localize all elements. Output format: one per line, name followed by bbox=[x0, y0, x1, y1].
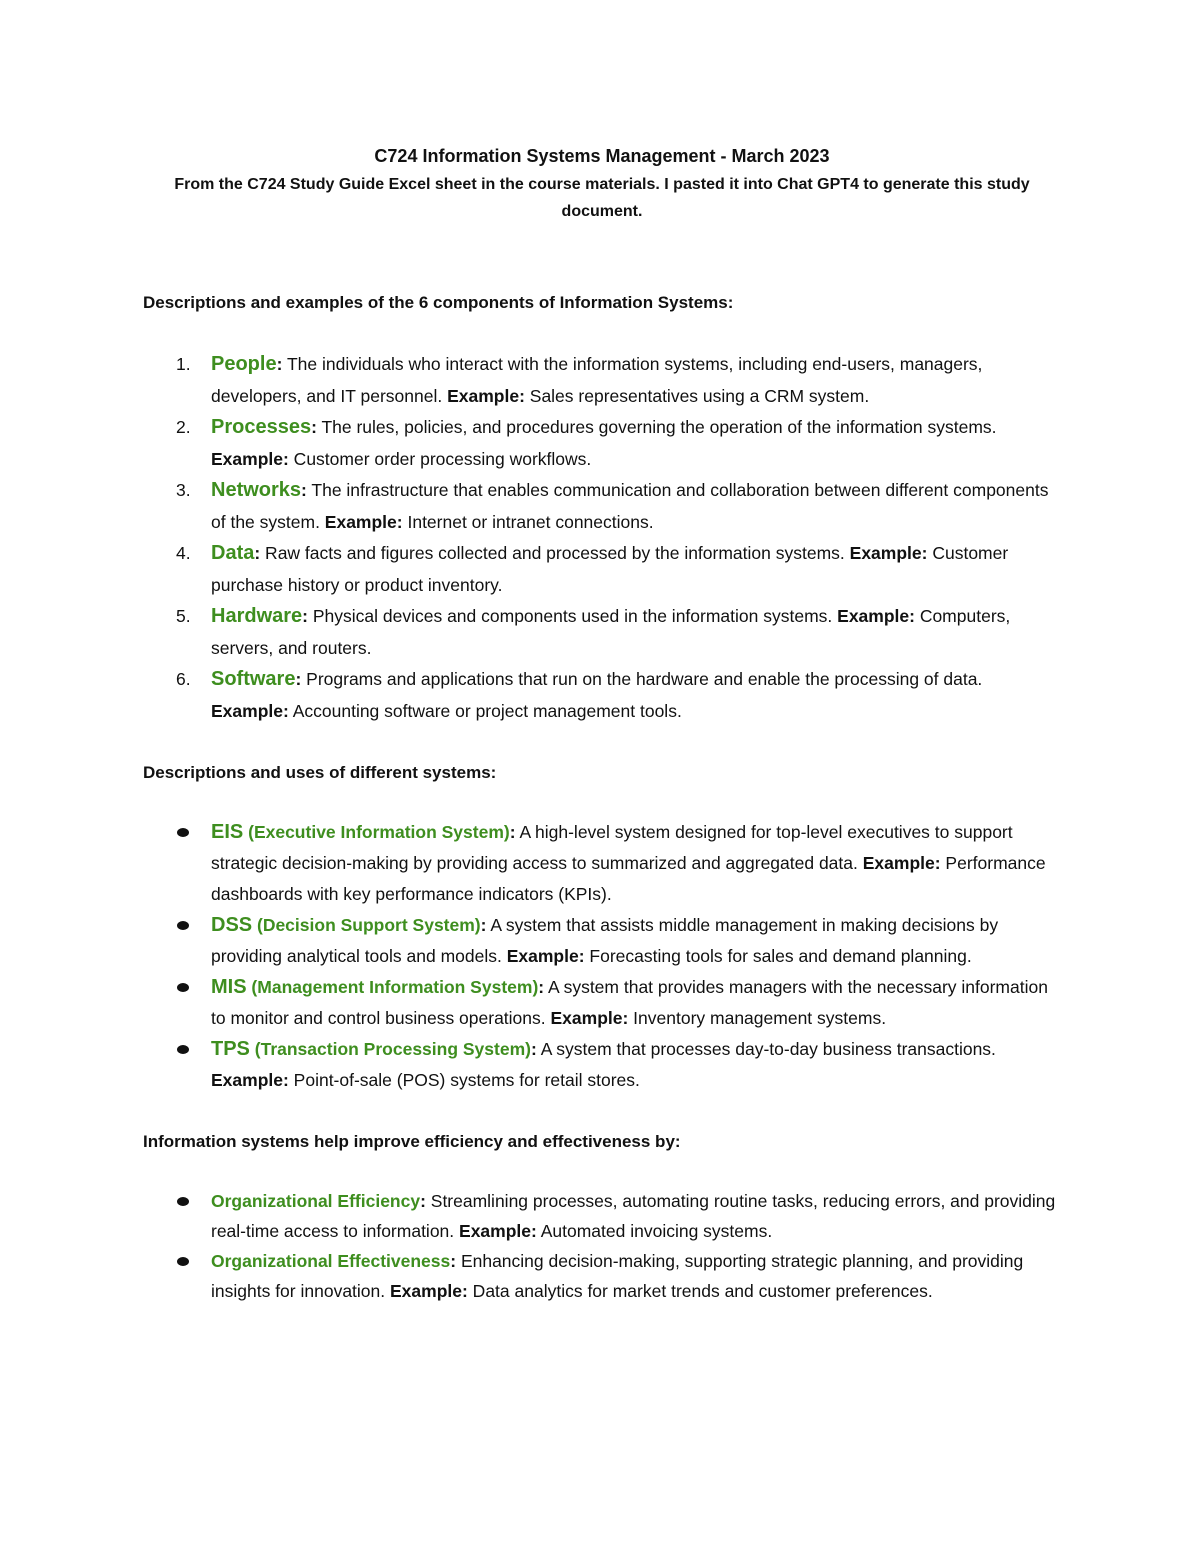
example-label: Example bbox=[447, 385, 520, 406]
efficiency-heading: Information systems help improve efficiency and effectiveness by: bbox=[143, 1132, 681, 1151]
list-item: 5. Hardware: Physical devices and components used in the information systems. Example: Computers, servers, and routers. bbox=[143, 601, 1061, 664]
system-example: Performance dashboards with key performance indicators (KPIs). bbox=[211, 853, 1046, 904]
example-label: Example bbox=[211, 700, 283, 721]
component-term: Processes bbox=[211, 416, 312, 438]
system-full-name: (Transaction Processing System) bbox=[249, 1039, 531, 1059]
list-item: 1. People: The individuals who interact with the information systems, including end-users, managers, developers, and IT personnel. Example: Sales representatives using a CRM system. bbox=[143, 349, 1061, 412]
list-item: TPS (Transaction Processing System): A system that processes day-to-day business transactions. Example: Point-of-sale (POS) systems for retail stores. bbox=[143, 1034, 1061, 1096]
system-abbr: EIS bbox=[211, 821, 244, 843]
component-term: Data bbox=[211, 542, 255, 564]
systems-heading: Descriptions and uses of different systems: bbox=[143, 763, 497, 782]
efficiency-desc: Streamlining processes, automating routine tasks, reducing errors, and providing real-time access to information. bbox=[211, 1191, 1056, 1241]
component-example: Sales representatives using a CRM system. bbox=[524, 385, 870, 406]
system-abbr: TPS bbox=[211, 1038, 250, 1060]
list-item: 6. Software: Programs and applications that run on the hardware and enable the processing of data. Example: Accounting software or project management tools. bbox=[143, 664, 1061, 727]
efficiency-example: Automated invoicing systems. bbox=[536, 1221, 773, 1241]
system-desc: A system that processes day-to-day business transactions. bbox=[536, 1039, 996, 1059]
system-desc: A system that provides managers with the necessary information to monitor and control business operations. bbox=[211, 977, 1048, 1028]
list-item: Organizational Efficiency: Streamlining processes, automating routine tasks, reducing errors, and providing real-time access to information. Example: Automated invoicing systems. bbox=[143, 1186, 1061, 1246]
example-label: Example bbox=[550, 1008, 623, 1028]
systems-list bbox=[143, 817, 1061, 1096]
component-term: Networks bbox=[211, 479, 302, 501]
list-item: Organizational Effectiveness: Enhancing decision-making, supporting strategic planning, and providing insights for innovation. Example: Data analytics for market trends and customer preferences. bbox=[143, 1246, 1061, 1306]
example-label: Example bbox=[837, 606, 910, 626]
list-number: 4. bbox=[176, 543, 191, 563]
system-abbr: MIS bbox=[211, 976, 247, 998]
list-item: 3. Networks: The infrastructure that enables communication and collaboration between different components of the system. Example: Internet or intranet connections. bbox=[143, 475, 1061, 538]
example-label: Example bbox=[211, 1070, 283, 1090]
example-label: Example bbox=[324, 511, 397, 532]
example-label: Example bbox=[390, 1281, 462, 1301]
system-full-name: (Management Information System) bbox=[246, 977, 539, 997]
bullet-icon bbox=[177, 828, 189, 837]
system-example: Point-of-sale (POS) systems for retail stores. bbox=[288, 1070, 640, 1090]
document-subtitle: From the C724 Study Guide Excel sheet in the course materials. I pasted it into Chat GPT4 to generate this study document. bbox=[174, 176, 1030, 220]
component-desc: Programs and applications that run on the hardware and enable the processing of data. bbox=[301, 669, 983, 689]
list-number: 3. bbox=[176, 480, 191, 500]
component-desc: Raw facts and figures collected and processed by the information systems. bbox=[260, 543, 850, 563]
list-item: 2. Processes: The rules, policies, and procedures governing the operation of the information systems. Example: Customer order processing workflows. bbox=[143, 412, 1061, 475]
components-list bbox=[143, 349, 1061, 727]
component-term: Software bbox=[211, 668, 296, 690]
list-number: 2. bbox=[176, 417, 191, 437]
list-item: DSS (Decision Support System): A system that assists middle management in making decisions by providing analytical tools and models. Example: Forecasting tools for sales and demand planning. bbox=[143, 910, 1061, 972]
list-number: 5. bbox=[176, 606, 191, 626]
component-term: People bbox=[211, 353, 277, 375]
efficiency-term: Organizational Effectiveness bbox=[211, 1251, 451, 1271]
system-full-name: (Executive Information System) bbox=[243, 822, 510, 842]
system-abbr: DSS bbox=[211, 914, 253, 936]
example-label: Example bbox=[862, 853, 935, 873]
components-heading: Descriptions and examples of the 6 components of Information Systems: bbox=[143, 293, 734, 312]
component-term: Hardware bbox=[211, 605, 303, 627]
component-example: Customer purchase history or product inventory. bbox=[211, 543, 1009, 595]
bullet-icon bbox=[177, 1045, 189, 1054]
efficiency-list bbox=[143, 1186, 1061, 1306]
system-example: Forecasting tools for sales and demand planning. bbox=[584, 946, 972, 966]
system-example: Inventory management systems. bbox=[628, 1008, 887, 1028]
example-label: Example bbox=[849, 543, 922, 563]
bullet-icon bbox=[177, 1257, 189, 1266]
efficiency-desc: Enhancing decision-making, supporting strategic planning, and providing insights for innovation. bbox=[211, 1251, 1024, 1301]
component-desc: The individuals who interact with the information systems, including end-users, managers, developers, and IT personnel. bbox=[211, 354, 983, 406]
component-desc: Physical devices and components used in the information systems. bbox=[307, 606, 838, 626]
list-number: 6. bbox=[176, 669, 191, 689]
bullet-icon bbox=[177, 1197, 189, 1206]
component-example: Internet or intranet connections. bbox=[402, 511, 654, 532]
list-number: 1. bbox=[176, 354, 191, 374]
component-desc: The rules, policies, and procedures governing the operation of the information systems. bbox=[316, 417, 997, 437]
efficiency-term: Organizational Efficiency bbox=[211, 1191, 421, 1211]
example-label: Example bbox=[459, 1221, 531, 1241]
document-title: C724 Information Systems Management - March 2023 bbox=[374, 146, 830, 166]
document-content bbox=[143, 143, 1061, 1306]
component-desc: The infrastructure that enables communication and collaboration between different components of the system. bbox=[211, 480, 1049, 532]
system-desc: A system that assists middle management in making decisions by providing analytical tools and models. bbox=[211, 915, 999, 966]
component-example: Computers, servers, and routers. bbox=[211, 606, 1011, 658]
system-desc: A high-level system designed for top-level executives to support strategic decision-making by providing access to summarized and aggregated data. bbox=[211, 822, 1013, 873]
list-item: EIS (Executive Information System): A high-level system designed for top-level executives to support strategic decision-making by providing access to summarized and aggregated data. Example: Performance dashboards with key performance indicators (KPIs). bbox=[143, 817, 1061, 910]
list-item: 4. Data: Raw facts and figures collected and processed by the information systems. Example: Customer purchase history or product inventory. bbox=[143, 538, 1061, 601]
efficiency-example: Data analytics for market trends and customer preferences. bbox=[467, 1281, 933, 1301]
component-example: Customer order processing workflows. bbox=[288, 448, 592, 469]
example-label: Example bbox=[506, 946, 579, 966]
component-example: Accounting software or project management tools. bbox=[288, 700, 682, 721]
bullet-icon bbox=[177, 921, 189, 930]
example-label: Example bbox=[211, 448, 283, 469]
bullet-icon bbox=[177, 983, 189, 992]
system-full-name: (Decision Support System) bbox=[252, 915, 481, 935]
list-item: MIS (Management Information System): A system that provides managers with the necessary information to monitor and control business operations. Example: Inventory management systems. bbox=[143, 972, 1061, 1034]
